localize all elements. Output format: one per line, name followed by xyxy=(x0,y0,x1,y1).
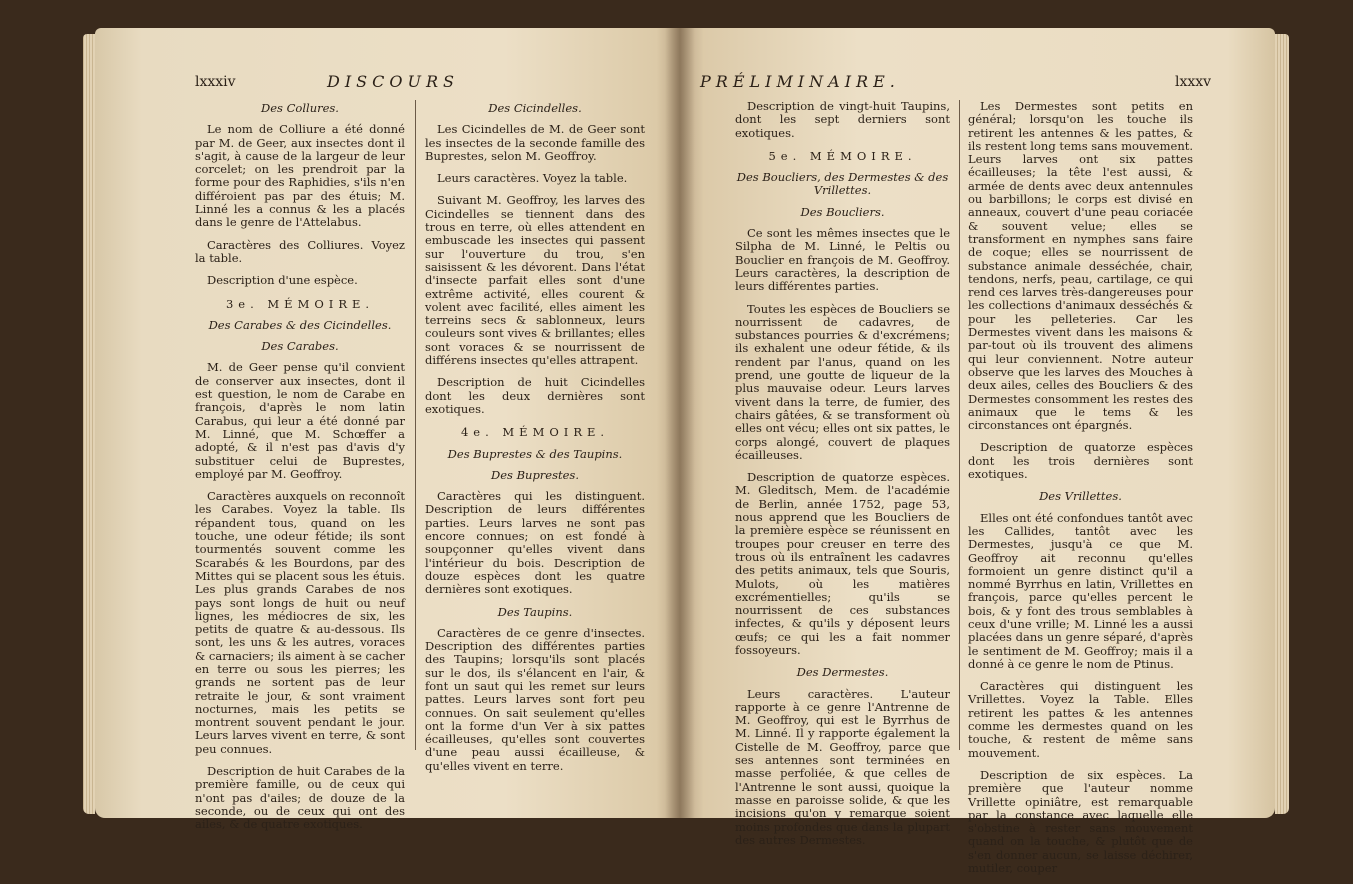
paragraph: Caractères auxquels on reconnoît les Carabes. Voyez la table. Ils répandent tous, quand on les touche, une odeur fétide; ils sont tourmentés souvent comme les Scarabés & les Bourdons, par des Mittes qui se placent sous les étuis. Les plus grands Carabes de nos pays sont longs de huit ou neuf lignes, les médiocres de six, les petits de quatre & au-dessous. Ils sont, les uns & les autres, voraces & carnaciers; ils aiment à se cacher en terre ou sous les pierres; les grands ne sortent pas de leur retraite le jour, & sont vraiment nocturnes, mais les petits se montrent souvent pendant le jour. Leurs larves vivent en terre, & sont peu connues. xyxy=(195,489,405,756)
section-heading: Des Dermestes. xyxy=(796,665,889,680)
paragraph: Description de vingt-huit Taupins, dont les sept derniers sont exotiques. xyxy=(735,99,950,140)
column-rule xyxy=(959,100,960,750)
paragraph: M. de Geer pense qu'il convient de conserver aux insectes, dont il est question, le nom de Carabe en françois, d'après le nom latin Carabus, qui leur a été donné par M. Linné, que M. Schœffer a adopté, & il n'est pas d'avis d'y substituer celui de Buprestes, employé par M. Geoffroy. xyxy=(195,360,405,481)
section-heading: Des Buprestes. xyxy=(491,467,579,482)
paragraph: Les Cicindelles de M. de Geer sont les insectes de la seconde famille des Buprestes, selon M. Geoffroy. xyxy=(425,122,645,163)
paragraph: Le nom de Colliure a été donné par M. de Geer, aux insectes dont il s'agit, à cause de la largeur de leur corcelet; on les prendroit par la forme pour des Raphidies, s'ils n'en différoient pas par des étuis; M. Linné les a connus & les a placés dans le genre de l'Attelabus. xyxy=(195,122,405,230)
paragraph: Caractères qui distinguent les Vrillettes. Voyez la Table. Elles retirent les pattes & les antennes comme les dermestes quand on les touche, & restent de même sans mouvement. xyxy=(968,679,1193,760)
memoire-heading: 3e. MÉMOIRE. xyxy=(225,296,375,311)
paragraph: Leurs caractères. L'auteur rapporte à ce genre l'Antrenne de M. Geoffroy, qui est le Byrrhus de M. Linné. Il y rapporte également la Cistelle de M. Geoffroy, parce que ses antennes sont terminées en masse perfoliée, & que celles de l'Antrenne le sont aussi, quoique la masse en paroisse solide, & que les incisions qu'on y remarque soient moins profondes que dans la plupart des autres Dermestes. xyxy=(735,686,950,847)
page-edges xyxy=(1275,34,1289,814)
book-spread xyxy=(95,28,1275,876)
left-column-2 xyxy=(425,100,645,782)
section-heading: Des Cicindelles. xyxy=(488,101,582,115)
paragraph: Suivant M. Geoffroy, les larves des Cicindelles se tiennent dans des trous en terre, où elles attendent en embuscade les insectes qui passent sur l'ouverture du trou, s'en saisissent & les dévorent. Dans l'état d'insecte parfait elles sont d'une extrême activité, elles courent & volent avec facilité, elles aiment les terreins secs & sablonneux, leurs couleurs sont vives & brillantes; elles sont voraces & se nourrissent de différens insectes qu'elles attrapent. xyxy=(425,193,645,368)
right-page xyxy=(680,28,1275,876)
paragraph: Description de huit Cicindelles dont les deux dernières sont exotiques. xyxy=(425,375,645,416)
page-number: lxxxv xyxy=(1175,74,1212,90)
gutter-shadow xyxy=(665,28,695,818)
paragraph: Ce sont les mêmes insectes que le Silpha de M. Linné, le Peltis ou Bouclier en françois de M. Geoffroy. Leurs caractères, la description de leurs différentes parties. xyxy=(735,226,950,294)
section-heading: Des Collures. xyxy=(261,101,339,115)
page-edges xyxy=(83,34,95,814)
paragraph: Description d'une espèce. xyxy=(207,273,358,288)
memoire-heading: 4e. MÉMOIRE. xyxy=(460,425,610,440)
section-heading: Des Boucliers. xyxy=(800,204,885,219)
paragraph: Description de six espèces. La première que l'auteur nomme Vrillette opiniâtre, est remarquable par la constance avec laquelle elle s'obstine à rester sans mouvement quand on la touche, & plutôt que de s'en donner aucun, se laisse déchirer, mutiler, couper xyxy=(968,767,1193,876)
paragraph: Caractères de ce genre d'insectes. Description des différentes parties des Taupins; lorsqu'ils sont placés sur le dos, ils s'élancent en l'air, & font un saut qui les remet sur leurs pattes. Leurs larves sont fort peu connues. On sait seulement qu'elles ont la forme d'un Ver à six pattes écailleuses, qu'elles sont couvertes d'une peau aussi écailleuse, & qu'elles vivent en terre. xyxy=(425,625,645,773)
section-heading: Des Buprestes & des Taupins. xyxy=(447,446,623,461)
paragraph: Caractères des Colliures. Voyez la table. xyxy=(195,237,405,265)
paragraph: Elles ont été confondues tantôt avec les Callides, tantôt avec les Dermestes, jusqu'à ce que M. Geoffroy ait reconnu qu'elles formoient un genre distinct qu'il a nommé Byrrhus en latin, Vrillettes en françois, parce qu'elles percent le bois, & y font des trous semblables à ceux d'une vrille; M. Linné les a aussi placées dans un genre séparé, d'après le sentiment de M. Geoffroy; mais il a donné à ce genre le nom de Ptinus. xyxy=(968,510,1193,671)
section-heading: Des Taupins. xyxy=(497,604,573,619)
paragraph: Description de quatorze espèces dont les trois dernières sont exotiques. xyxy=(968,440,1193,482)
section-heading: Des Boucliers, des Dermestes & des Vrillettes. xyxy=(736,170,949,198)
paragraph: Description de quatorze espèces. M. Gleditsch, Mem. de l'académie de Berlin, année 1752, page 53, nous apprend que les Boucliers de la première espèce se réunissent en troupes pour creuser en terre des trous où ils entraînent les cadavres des petits animaux, tels que Souris, Mulots, où les matières excrémentielles; qu'ils se nourrissent de ces substances infectes, & qu'ils y déposent leurs œufs; ce qui les a fait nommer fossoyeurs. xyxy=(735,470,950,657)
right-column-1 xyxy=(735,100,950,856)
column-rule xyxy=(415,100,416,750)
left-page xyxy=(95,28,680,832)
section-heading: Des Carabes. xyxy=(261,339,339,354)
section-heading: Des Vrillettes. xyxy=(1039,489,1122,504)
page-number: lxxxiv xyxy=(195,74,236,90)
running-head: PRÉLIMINAIRE. xyxy=(700,72,900,91)
paragraph: Caractères qui les distinguent. Description de leurs différentes parties. Leurs larves ne sont pas encore connues; on est fondé à soupçonner qu'elles vivent dans l'intérieur du bois. Description de douze espèces dont les quatre dernières sont exotiques. xyxy=(425,489,645,597)
right-column-2 xyxy=(968,100,1193,884)
paragraph: Leurs caractères. Voyez la table. xyxy=(437,171,628,186)
memoire-heading: 5e. MÉMOIRE. xyxy=(768,148,917,163)
paragraph: Toutes les espèces de Boucliers se nourrissent de cadavres, de substances pourries & d'excrémens; ils exhalent une odeur fétide, & ils rendent par l'anus, quand on les prend, une goutte de liqueur de la plus mauvaise odeur. Leurs larves vivent dans la terre, de fumier, des chairs gâtées, & se transforment où elles ont vécu; elles ont six pattes, le corps alongé, couvert de plaques écailleuses. xyxy=(735,301,950,462)
running-head: DISCOURS xyxy=(327,72,459,91)
section-heading: Des Carabes & des Cicindelles. xyxy=(208,317,392,332)
paragraph: Description de huit Carabes de la première famille, ou de ceux qui n'ont pas d'ailes; de douze de la seconde, ou de ceux qui ont des ailes, & de quatre exotiques. xyxy=(195,764,405,832)
left-column-1 xyxy=(195,100,405,841)
paragraph: Les Dermestes sont petits en général; lorsqu'on les touche ils retirent les antennes & les pattes, & ils restent long tems sans mouvement. Leurs larves ont six pattes écailleuses; la tête l'est aussi, & armée de dents avec deux antennules ou barbillons; le corps est divisé en anneaux, couvert d'une peau coriacée & souvent velue; elles se transforment en nymphes sans faire de coque; elles se nourrissent de substance animale desséchée, chair, tendons, nerfs, peau, cartilage, ce qui rend ces larves très-dangereuses pour les collections d'animaux desséchés & pour les pelleteries. Car les Dermestes vivent dans les maisons & par-tout où ils trouvent des alimens qui leur conviennent. Notre auteur observe que les larves des Mouches à deux ailes, celles des Boucliers & des Dermestes consomment les restes des animaux que le tems & les circonstances ont épargnés. xyxy=(968,99,1193,433)
